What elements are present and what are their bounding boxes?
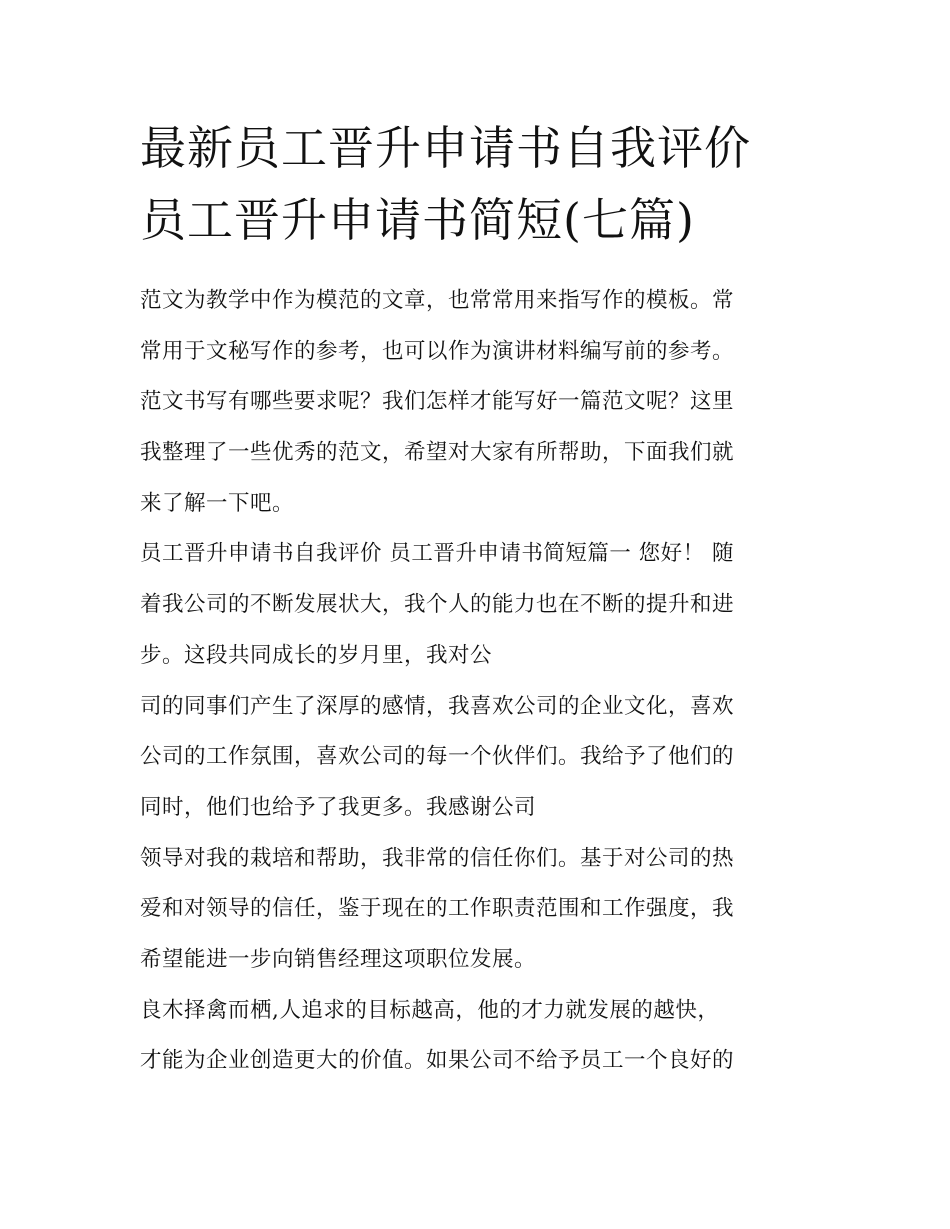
body-line: 着我公司的不断发展状大，我个人的能力也在不断的提升和进 bbox=[140, 592, 735, 618]
document-title bbox=[140, 112, 840, 256]
title-line: 员工晋升申请书简短(七篇) bbox=[140, 193, 695, 247]
body-line: 司的同事们产生了深厚的感情，我喜欢公司的企业文化，喜欢 bbox=[140, 693, 735, 719]
body-line: 员工晋升申请书自我评价 员工晋升申请书简短篇一 您好！ 随 bbox=[140, 541, 735, 567]
body-line: 同时，他们也给予了我更多。我感谢公司 bbox=[140, 794, 537, 820]
body-line: 步。这段共同成长的岁月里，我对公 bbox=[140, 642, 493, 668]
body-line: 良木择禽而栖,人追求的目标越高，他的才力就发展的越快， bbox=[140, 997, 720, 1023]
body-line: 领导对我的栽培和帮助，我非常的信任你们。基于对公司的热 bbox=[140, 845, 735, 871]
body-line: 我整理了一些优秀的范文，希望对大家有所帮助，下面我们就 bbox=[140, 440, 735, 466]
body-line: 范文书写有哪些要求呢？我们怎样才能写好一篇范文呢？这里 bbox=[140, 389, 735, 415]
body-line: 公司的工作氛围，喜欢公司的每一个伙伴们。我给予了他们的 bbox=[140, 744, 735, 770]
body-line: 范文为教学中作为模范的文章，也常常用来指写作的模板。常 bbox=[140, 288, 735, 313]
body-line: 爱和对领导的信任，鉴于现在的工作职责范围和工作强度，我 bbox=[140, 896, 735, 922]
title-line: 最新员工晋升申请书自我评价 bbox=[140, 121, 751, 175]
body-line: 才能为企业创造更大的价值。如果公司不给予员工一个良好的 bbox=[140, 1048, 735, 1074]
body-line: 来了解一下吧。 bbox=[140, 490, 295, 516]
document-body bbox=[140, 276, 820, 1087]
body-line: 常用于文秘写作的参考，也可以作为演讲材料编写前的参考。 bbox=[140, 338, 735, 364]
body-line: 希望能进一步向销售经理这项职位发展。 bbox=[140, 946, 537, 972]
